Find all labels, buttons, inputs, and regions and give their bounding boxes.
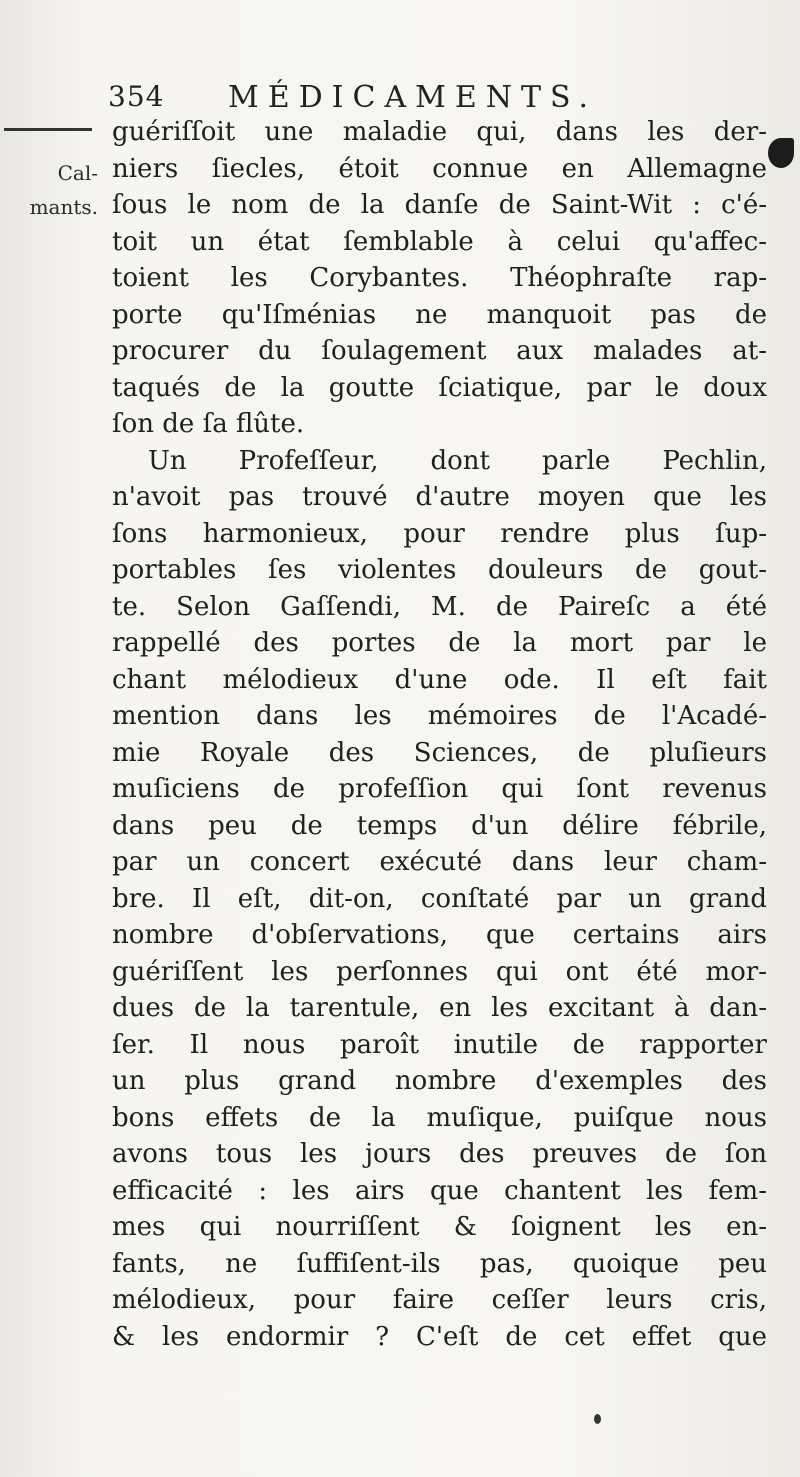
text-line: guériſſent les perſonnes qui ont été mor- bbox=[112, 956, 767, 987]
page-number: 354 bbox=[108, 80, 165, 113]
text-line: n'avoit pas trouvé d'autre moyen que les bbox=[112, 482, 767, 512]
text-line: mie Royale des Sciences, de pluſieurs bbox=[112, 737, 767, 768]
text-line: porte qu'Iſménias ne manquoit pas de bbox=[112, 299, 767, 330]
text-line: Un Profeſſeur, dont parle Pechlin, bbox=[148, 445, 767, 476]
text-line: bre. Il eſt, dit-on, conſtaté par un grand bbox=[112, 883, 767, 914]
text-line: mes qui nourriſſent & ſoignent les en- bbox=[112, 1212, 767, 1242]
text-line: chant mélodieux d'une ode. Il eſt fait bbox=[112, 664, 767, 695]
text-line: ſous le nom de la danſe de Saint-Wit : c'é- bbox=[112, 190, 767, 220]
text-line: rappellé des portes de la mort par le bbox=[112, 628, 767, 658]
text-line: un plus grand nombre d'exemples des bbox=[112, 1066, 767, 1096]
text-line: toit un état ſemblable à celui qu'affec- bbox=[112, 226, 767, 257]
text-line: fants, ne ſuffiſent-ils pas, quoique peu bbox=[112, 1248, 767, 1279]
ink-blot bbox=[768, 138, 794, 168]
margin-note bbox=[6, 156, 98, 224]
margin-note-line: mants. bbox=[29, 195, 98, 219]
text-line: ſons harmonieux, pour rendre plus ſup- bbox=[112, 518, 767, 549]
text-line: taqués de la goutte ſciatique, par le doux bbox=[112, 372, 767, 403]
text-line: dans peu de temps d'un délire fébrile, bbox=[112, 810, 767, 841]
margin-note-line: Cal- bbox=[57, 161, 98, 185]
text-line: dues de la tarentule, en les excitant à dan- bbox=[112, 993, 767, 1023]
text-line: efficacité : les airs que chantent les fem- bbox=[112, 1175, 767, 1206]
text-line: portables ſes violentes douleurs de gout- bbox=[112, 555, 767, 585]
text-line: guériſſoit une maladie qui, dans les der- bbox=[112, 117, 767, 147]
text-line: toient les Corybantes. Théophraſte rap- bbox=[112, 263, 767, 293]
body-text bbox=[112, 114, 767, 1355]
text-line: & les endormir ? C'eſt de cet effet que bbox=[112, 1321, 767, 1352]
text-line: mélodieux, pour faire ceſſer leurs cris, bbox=[112, 1285, 767, 1315]
text-line: ſon de ſa flûte. bbox=[112, 409, 305, 439]
text-line: procurer du ſoulagement aux malades at- bbox=[112, 336, 767, 366]
text-line: mention dans les mémoires de l'Acadé- bbox=[112, 701, 767, 731]
margin-rule bbox=[4, 128, 92, 131]
ink-dot bbox=[594, 1414, 601, 1424]
text-line: niers ſiecles, étoit connue en Allemagne bbox=[112, 153, 767, 184]
text-line: te. Selon Gaſſendi, M. de Paireſc a été bbox=[112, 591, 767, 622]
text-line: ſer. Il nous paroît inutile de rapporter bbox=[112, 1029, 767, 1060]
text-line: avons tous les jours des preuves de ſon bbox=[112, 1139, 767, 1169]
text-line: bons effets de la muſique, puiſque nous bbox=[112, 1102, 767, 1133]
text-line: nombre d'obſervations, que certains airs bbox=[112, 920, 767, 950]
text-line: muſiciens de profeſſion qui ſont revenus bbox=[112, 774, 767, 804]
text-line: par un concert exécuté dans leur cham- bbox=[112, 847, 767, 877]
running-title: MÉDICAMENTS. bbox=[228, 80, 598, 115]
